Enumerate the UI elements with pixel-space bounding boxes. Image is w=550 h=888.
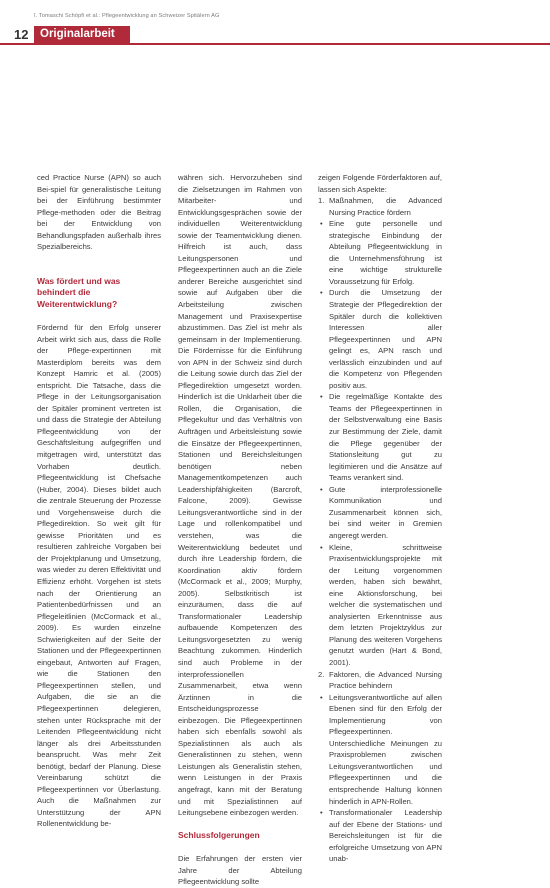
col2-body-2: Die Erfahrungen der ersten vier Jahre der Abteilung Pflegeentwicklung sollte: [178, 854, 302, 887]
list-item: • Transformationaler Leadership auf der Ebene der Stations- und Bereichsleitungen ist für die erfolgreiche Umsetzung von APN unab-: [318, 807, 442, 865]
number-label: 2.: [318, 669, 325, 679]
col2-body: währen sich. Hervorzuheben sind die Zielsetzungen im Rahmen von Mitarbeiter- und Entwicklungsgesprächen sowie der individuellen Weiterentwicklung sowie der Teamentwicklung dienen. Hilfreich ist auch, dass Leitungspersonen und Pflegeexpertinnen auch an die Ziele anderer Bereiche ausgerichtet sind sowie auf Aufgaben über die Arbeitsteilung zwischen Management und Praxisexpertise abzustimmen. Das Ziel ist mehr als gemeinsam in der Implementierung. Die Fördernisse für die Einführung von APN in der Schweiz sind durch die Leitung sowie durch das Ziel der Pflegedirektion umgesetzt worden. Hinderlich ist die Unklarheit über die Rollen, die Organisation, die Pflegekultur und das Verhältnis von Aufträgen und Arbeitsleistung sowie die Einsätze der Pflegeexpertinnen, Stationen und Bereichsleitungen benötigen neben Managementkompetenzen auch Leadershipfähigkeiten (Barcroft, Falcone, 2009). Gewisse Leitungsverantwortliche sind in der Lage und rollenkompatibel und verstehen, was die Weiterentwicklung bedeutet und durch ihre Leadership fördern, die Koordination aktiv fördern (McCormack et al., 2009; Murphy, 2005). Selbstkritisch ist einzuräumen, dass die auf Transformationaler Leadership aufbauende Kompetenzen des Leitungsvorgesetzten zu wenig Beachtung zukommen. Hinderlich sind auch Probleme in der interprofessionellen Zusammenarbeit, etwa wenn Ärztinnen in die Entscheidungsprozesse einbezogen. Die Pflegeexpertinnen haben sich ebenfalls sowohl als Spezialistinnen als auch als Generalistinnen zu stehen, wenn Leistungen als Generalistin stehen, wenn Leistungen in der Praxis angefragt, kann mit der Beratung und mit Spezialistinnen auf Leitungsebene einbezogen werden.: [178, 173, 302, 818]
list-item: • Gute interprofessionelle Kommunikation und Zusammenarbeit können sich, bei sind weiter in Gremien angeregt werden.: [318, 484, 442, 542]
list-item: • Durch die Umsetzung der Strategie der Pflegedirektion der Spitäler durch die kollektiven Interessen aller Pflegeexpertinnen und APN gelingt es, APN rasch und verlässlich einzubinden und auf die Kompetenz von Pflegenden positiv aus.: [318, 287, 442, 391]
column-1: [37, 172, 161, 830]
col1-body: Fördernd für den Erfolg unserer Arbeit wirkt sich aus, dass die Rolle der Pflege-expertinnen mit Masterdiplom bereits was dem Konzept Hamric et al. (2005) entspricht. Die Tatsache, dass die Pflege in der Leitungsorganisation der Spitäler prominent vertreten ist und dass die Strategie der Abteilung Pflegeentwicklung von der Geschäftsleitung aufgegriffen und mitgetragen wird, unterstützt das Vorhaben deutlich. Pflegeentwicklung ist Chefsache (Huber, 2004). Dieses bildet auch die zentrale Steuerung der Prozesse und Vorgehensweise durch die Pflegedirektion. So weit gilt für gewisse Prioritäten und es resultieren zahlreiche Vorgaben bei der Projektplanung und Umsetzung, was wieder zu deren Effektivität und Effizienz erhöht. Vorgehen ist stets nach der Orientierung an Patientenbedürfnissen und an Pflegeleitlinien (McCormack et al., 2009). Es wurden einzelne Schwierigkeiten auf der Seite der Stationen und der Pflegeexpertinnen eingebaut, Antworten auf Fragen, wie die Stationen den Pflegeexpertinnen stellen, und Aufgaben, die sie an die Pflegeexpertinnen delegieren, stehen unter Rücksprache mit der Leitenden Pflegeentwicklung nicht länger als drei Arbeitsstunden beansprucht. Was mehr Zeit benötigt, bedarf der Planung. Diese Vereinbarung schützt die Pflegeexpertinnen vor Überlastung. Auch die Maßnahmen zur Unterstützung der APN Rollenentwicklung be-: [37, 322, 161, 829]
page-number: 12: [14, 27, 29, 42]
col3-intro: zeigen Folgende Förderfaktoren auf, lassen sich Aspekte:: [318, 173, 442, 194]
numbered-item-1: [318, 195, 442, 218]
list-item: • Eine gute personelle und strategische Einbindung der Abteilung Pflegeentwicklung in die Unternehmensführung ist eine wichtige strukturelle Voraussetzung für Erfolg.: [318, 218, 442, 287]
bullet-list-1: [318, 218, 442, 668]
section-heading-conclusions: Schlussfolgerungen: [178, 830, 260, 841]
list-item: • Die regelmäßige Kontakte des Teams der Pflegeexpertinnen in der Selbstverwaltung eine Basis zur Bestimmung der Ziele, damit die Pflege gegenüber der Stationsleitung gut zu legitimieren und die Ansätze auf Teams verankert sind.: [318, 391, 442, 483]
numbered-item-text: Faktoren, die Advanced Nursing Practice behindern: [329, 669, 442, 691]
section-heading-factors: Was fördert und was behindert die Weiterentwicklung?: [37, 275, 121, 309]
column-3: [318, 172, 442, 865]
bullet-list-2: [318, 692, 442, 865]
list-item: • Leitungsverantwortliche auf allen Ebenen sind für den Erfolg der Implementierung von Pflegeexpertinnen. Unterschiedliche Meinungen zu Praxisproblemen zwischen Leitungsverantwortlichen und Pflegeexpertinnen und die entsprechende Haltung können hinderlich in APN-Rollen.: [318, 692, 442, 807]
number-label: 1.: [318, 196, 325, 206]
section-tag: Originalarbeit: [34, 26, 130, 43]
header-rule: [0, 43, 550, 45]
col1-intro: ced Practice Nurse (APN) so auch Bei-spiel für generalistische Leitung bei der Einführung bestimmter Pflege-methoden oder die Beitrag bei der Entwicklung von Behandlungspfaden außerhalb ihres Spezialbereichs.: [37, 173, 161, 252]
numbered-item-text: Maßnahmen, die Advanced Nursing Practice fördern: [329, 196, 442, 217]
numbered-item-2: [318, 669, 442, 692]
column-2: [178, 172, 302, 888]
running-head: I. Tomaschi Schöpfi et al.: Pflegeentwicklung an Schweizer Spitälern AG: [34, 13, 220, 19]
list-item: • Kleine, schrittweise Praxisentwicklungsprojekte mit der Leitung vorgenommen werden, haben sich bewährt, eine Aktionsforschung, bei welcher die systematischen und analysierten Erkenntnisse aus dem letzten Projektzyklus zur Planung des weiteren Vorgehens genutzt wurden (Hart & Bond, 2001).: [318, 542, 442, 669]
